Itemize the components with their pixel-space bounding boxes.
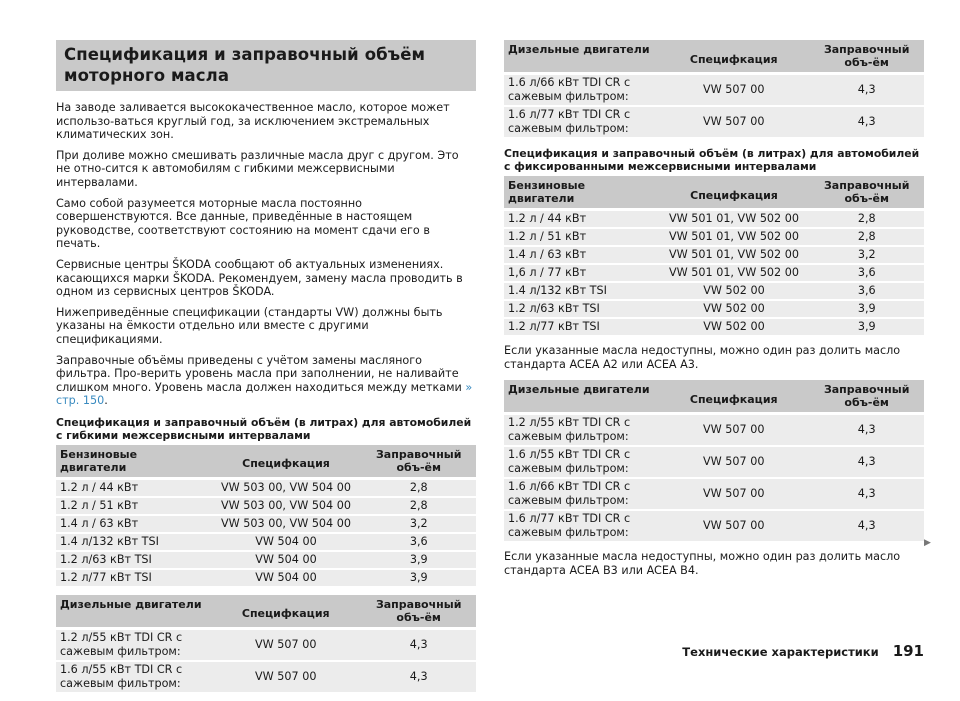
petrol-fallback-note: Если указанные масла недоступны, можно один раз долить масло стандарта ACEA A2 или ACEA A3. bbox=[504, 344, 901, 371]
engine-cell: 1.2 л/77 кВт TSI bbox=[504, 318, 659, 336]
engine-cell: 1.4 л / 63 кВт bbox=[504, 246, 659, 264]
spec-cell: VW 507 00 bbox=[658, 106, 809, 138]
volume-cell: 3,6 bbox=[361, 533, 476, 551]
spec-cell: VW 501 01, VW 502 00 bbox=[659, 228, 810, 246]
spec-cell: VW 503 00, VW 504 00 bbox=[211, 497, 362, 515]
table-header-row bbox=[56, 595, 476, 629]
volume-cell: 4,3 bbox=[809, 106, 924, 138]
engine-cell: 1.2 л/55 кВт TDI CR с сажевым фильтром: bbox=[504, 414, 658, 447]
table-row bbox=[504, 264, 924, 282]
spec-cell: VW 507 00 bbox=[658, 74, 809, 107]
spec-cell: VW 501 01, VW 502 00 bbox=[659, 246, 810, 264]
header-volume: Заправочный объ-ём bbox=[809, 380, 924, 414]
refill-end: . bbox=[104, 394, 108, 408]
volume-cell: 2,8 bbox=[809, 228, 924, 246]
table-row bbox=[504, 510, 924, 542]
header-engine: Бензиновые двигатели bbox=[56, 445, 211, 479]
volume-cell: 4,3 bbox=[361, 661, 476, 693]
engine-cell: 1.2 л/55 кВт TDI CR с сажевым фильтром: bbox=[56, 628, 210, 661]
spec-cell: VW 507 00 bbox=[658, 478, 809, 510]
table-row bbox=[504, 210, 924, 229]
refill-paragraph bbox=[56, 354, 476, 408]
header-spec: Специфкация bbox=[210, 595, 361, 629]
footer-section-label: Технические характеристики bbox=[682, 645, 879, 659]
table-row bbox=[504, 282, 924, 300]
volume-cell: 4,3 bbox=[809, 510, 924, 542]
volume-cell: 2,8 bbox=[361, 497, 476, 515]
spec-cell: VW 503 00, VW 504 00 bbox=[211, 515, 362, 533]
table-header-row bbox=[504, 40, 924, 74]
spec-cell: VW 507 00 bbox=[210, 661, 361, 693]
header-spec: Специфкация bbox=[659, 176, 810, 210]
volume-cell: 2,8 bbox=[809, 210, 924, 229]
flexible-diesel-continued-table bbox=[504, 40, 924, 139]
header-spec: Специфкация bbox=[211, 445, 362, 479]
service-paragraph: Сервисные центры ŠKODA сообщают об актуальных изменениях. касающихся марки ŠKODA. Рекомендуем, замену масла проводить в одном из сервисных центров ŠKODA. bbox=[56, 257, 463, 299]
table-header-row bbox=[504, 176, 924, 210]
spec-cell: VW 502 00 bbox=[659, 318, 810, 336]
engine-cell: 1.6 л/77 кВт TDI CR с сажевым фильтром: bbox=[504, 106, 658, 138]
fixed-interval-heading: Спецификация и заправочный объём (в литрах) для автомобилей с фиксированными межсервисными интервалами bbox=[504, 147, 920, 173]
volume-cell: 3,9 bbox=[361, 569, 476, 587]
spec-cell: VW 501 01, VW 502 00 bbox=[659, 264, 810, 282]
spec-cell: VW 507 00 bbox=[658, 510, 809, 542]
spec-cell: VW 507 00 bbox=[658, 446, 809, 478]
header-engine: Дизельные двигатели bbox=[56, 595, 210, 629]
table-row bbox=[56, 533, 476, 551]
spec-cell: VW 501 01, VW 502 00 bbox=[659, 210, 810, 229]
table-row bbox=[504, 446, 924, 478]
table-row bbox=[56, 478, 476, 497]
header-spec: Специфкация bbox=[658, 380, 809, 414]
table-row bbox=[504, 74, 924, 107]
engine-cell: 1.2 л / 51 кВт bbox=[504, 228, 659, 246]
mixing-paragraph: При доливе можно смешивать различные масла друг с другом. Это не отно-сится к автомобилям с гибкими межсервисными интервалами. bbox=[56, 148, 459, 189]
spec-cell: VW 502 00 bbox=[659, 282, 810, 300]
spec-cell: VW 504 00 bbox=[211, 551, 362, 569]
page-number: 191 bbox=[892, 642, 924, 660]
header-volume: Заправочный объ-ём bbox=[361, 595, 476, 629]
volume-cell: 3,9 bbox=[361, 551, 476, 569]
engine-cell: 1,6 л / 77 кВт bbox=[504, 264, 659, 282]
engine-cell: 1.6 л/55 кВт TDI CR с сажевым фильтром: bbox=[504, 446, 658, 478]
header-volume: Заправочный объ-ём bbox=[809, 40, 924, 74]
table-row bbox=[504, 246, 924, 264]
volume-cell: 4,3 bbox=[809, 478, 924, 510]
table-header-row bbox=[504, 380, 924, 414]
header-engine: Бензиновые двигатели bbox=[504, 176, 659, 210]
spec-cell: VW 502 00 bbox=[659, 300, 810, 318]
volume-cell: 3,9 bbox=[809, 318, 924, 336]
engine-cell: 1.6 л/66 кВт TDI CR с сажевым фильтром: bbox=[504, 74, 658, 107]
header-engine: Дизельные двигатели bbox=[504, 380, 658, 414]
engine-cell: 1.2 л / 51 кВт bbox=[56, 497, 211, 515]
table-row bbox=[504, 300, 924, 318]
refill-text: Заправочные объёмы приведены с учётом замены масляного фильтра. Про-верить уровень масла при заполнении, не наливайте слишком много. Уровень масла должен находиться между метками bbox=[56, 353, 462, 394]
header-engine: Дизельные двигатели bbox=[504, 40, 658, 74]
engine-cell: 1.2 л/77 кВт TSI bbox=[56, 569, 211, 587]
volume-cell: 3,2 bbox=[361, 515, 476, 533]
table-header-row bbox=[56, 445, 476, 479]
volume-cell: 3,6 bbox=[809, 264, 924, 282]
header-volume: Заправочный объ-ём bbox=[809, 176, 924, 210]
flexible-interval-heading: Спецификация и заправочный объём (в литрах) для автомобилей с гибкими межсервисными интервалами bbox=[56, 415, 472, 442]
table-row bbox=[56, 551, 476, 569]
engine-cell: 1.4 л/132 кВт TSI bbox=[504, 282, 659, 300]
continue-arrow-icon: ▶ bbox=[924, 538, 931, 548]
table-row bbox=[504, 106, 924, 138]
engine-cell: 1.6 л/66 кВт TDI CR с сажевым фильтром: bbox=[504, 478, 658, 510]
table-row bbox=[56, 628, 476, 661]
volume-cell: 4,3 bbox=[809, 446, 924, 478]
header-spec: Специфкация bbox=[658, 40, 809, 74]
page-footer bbox=[682, 642, 924, 660]
engine-cell: 1.6 л/77 кВт TDI CR с сажевым фильтром: bbox=[504, 510, 658, 542]
engine-cell: 1.6 л/55 кВт TDI CR с сажевым фильтром: bbox=[56, 661, 210, 693]
right-column bbox=[504, 40, 924, 586]
diesel-fallback-note: Если указанные масла недоступны, можно один раз долить масло стандарта ACEA B3 или ACEA B4. bbox=[504, 550, 901, 577]
volume-cell: 3,2 bbox=[809, 246, 924, 264]
spec-cell: VW 503 00, VW 504 00 bbox=[211, 478, 362, 497]
engine-cell: 1.2 л/63 кВт TSI bbox=[504, 300, 659, 318]
page-reference-link[interactable]: » стр. 150 bbox=[56, 380, 473, 408]
table-row bbox=[504, 478, 924, 510]
spec-cell: VW 504 00 bbox=[211, 533, 362, 551]
section-title-box bbox=[56, 40, 476, 91]
improvement-paragraph: Само собой разумеется моторные масла постоянно совершенствуются. Все данные, приведённые в настоящем руководстве, соответствуют состоянию на момент сдачи его в печать. bbox=[56, 196, 430, 251]
page-title: Спецификация и заправочный объём моторного масла bbox=[64, 45, 426, 85]
left-column bbox=[56, 40, 476, 701]
intro-paragraph: На заводе заливается высококачественное масло, которое может использо-ваться круглый год, за исключением экстремальных климатических зон. bbox=[56, 101, 450, 142]
volume-cell: 2,8 bbox=[361, 478, 476, 497]
table-row bbox=[56, 497, 476, 515]
engine-cell: 1.2 л/63 кВт TSI bbox=[56, 551, 211, 569]
header-volume: Заправочный объ-ём bbox=[361, 445, 476, 479]
volume-cell: 4,3 bbox=[361, 628, 476, 661]
table-row bbox=[504, 228, 924, 246]
table-row bbox=[504, 414, 924, 447]
fixed-petrol-table bbox=[504, 176, 924, 337]
volume-cell: 4,3 bbox=[809, 414, 924, 447]
spec-cell: VW 507 00 bbox=[658, 414, 809, 447]
table-row bbox=[504, 318, 924, 336]
flexible-petrol-table bbox=[56, 445, 476, 588]
table-row bbox=[56, 515, 476, 533]
engine-cell: 1.4 л / 63 кВт bbox=[56, 515, 211, 533]
engine-cell: 1.2 л / 44 кВт bbox=[56, 478, 211, 497]
fixed-diesel-table bbox=[504, 380, 924, 543]
spec-cell: VW 504 00 bbox=[211, 569, 362, 587]
volume-cell: 3,6 bbox=[809, 282, 924, 300]
engine-cell: 1.4 л/132 кВт TSI bbox=[56, 533, 211, 551]
volume-cell: 4,3 bbox=[809, 74, 924, 107]
specs-paragraph: Нижеприведённые спецификации (стандарты VW) должны быть указаны на ёмкости отдельно или вместе с другими спецификациями. bbox=[56, 305, 443, 346]
volume-cell: 3,9 bbox=[809, 300, 924, 318]
flexible-diesel-table bbox=[56, 595, 476, 694]
table-row bbox=[56, 569, 476, 587]
engine-cell: 1.2 л / 44 кВт bbox=[504, 210, 659, 229]
spec-cell: VW 507 00 bbox=[210, 628, 361, 661]
